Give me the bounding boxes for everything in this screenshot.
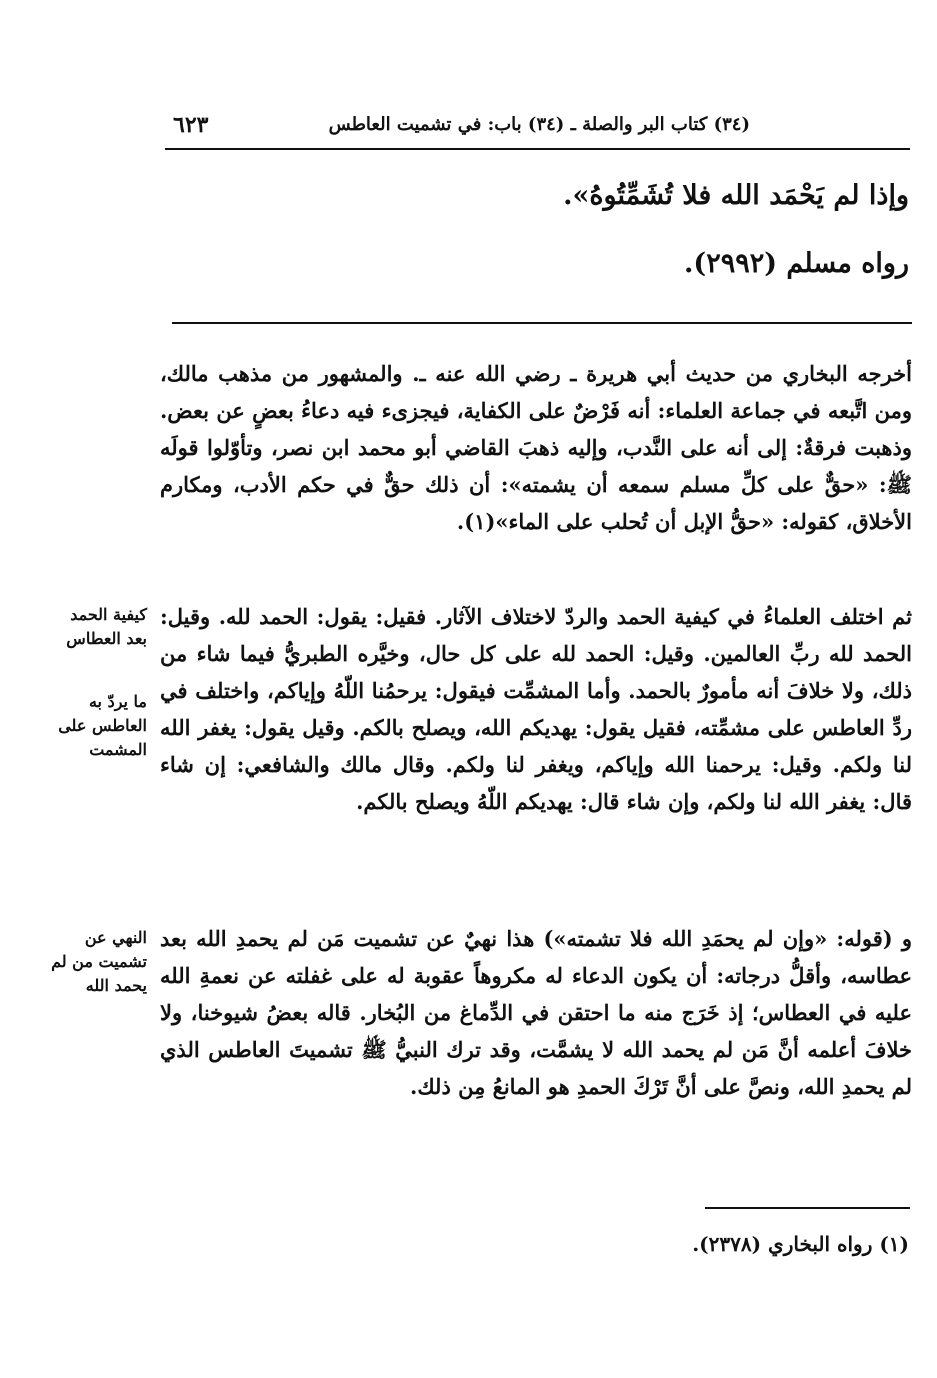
hadith-text-line: وإذا لم يَحْمَد الله فلا تُشَمِّتُوهُ».: [563, 180, 909, 211]
page-number: ٦٢٣: [173, 112, 209, 138]
side-note-reply: ما يردّ به العاطس على المشمت: [58, 692, 147, 759]
commentary-paragraph-1: أخرجه البخاري من حديث أبي هريرة ـ رضي الله عنه ـ. والمشهور من مذهب مالك، ومن اتَّبعه في جماعة العلماء: أنه فَرْضٌ على الكفاية، فيجزىء فيه دعاءُ بعضٍ عن بعض. وذهبت فرقةٌ: إلى أنه على النَّدب، وإليه ذهبَ القاضي أبو محمد ابن نصر، وتأوّلوا قولَه ﷺ: «حقٌّ على كلِّ مسلم سمعه أن يشمته»: أن ذلك حقٌّ في حكم الأدب، ومكارم الأخلاق، كقوله: «حقُّ الإبل أن تُحلب على الماء»(١).: [160, 361, 912, 534]
side-note-prohibition: النهي عن تشميت من لم يحمد الله: [51, 928, 147, 995]
commentary-paragraph-2: ثم اختلف العلماءُ في كيفية الحمد والردّ لاختلاف الآثار. فقيل: يقول: الحمد لله. وقيل: الحمد لله ربِّ العالمين. وقيل: الحمد لله على كل حال، وخيَّره الطبريُّ فيما شاء من ذلك، ولا خلافَ أنه مأمورٌ بالحمد. وأما المشمِّت فيقول: يرحمُنا اللّهُ وإياكم، واختلف في ردِّ العاطس على مشمِّته، فقيل يقول: يهديكم الله، ويصلح بالكم. وقيل يقول: يغفر الله لنا ولكم. وقيل: يرحمنا الله وإياكم، ويغفر لنا ولكم. وقال مالك والشافعي: إن شاء قال: يغفر الله لنا ولكم، وإن شاء قال: يهديكم اللّهُ ويصلح بالكم.: [160, 604, 912, 814]
hadith-reference: رواه مسلم (٢٩٩٢).: [684, 248, 909, 279]
page-header: [165, 112, 910, 150]
footnote: (١) رواه البخاري (٢٣٧٨).: [692, 1232, 909, 1256]
side-note-praise-manner: كيفية الحمد بعد العطاس: [66, 605, 147, 648]
running-title: (٣٤) كتاب البر والصلة ـ (٣٤) باب: في تشميت العاطس: [328, 114, 750, 135]
footnote-separator: [705, 1207, 910, 1209]
commentary-separator: [172, 322, 912, 324]
commentary-paragraph-3: و (قوله: «وإن لم يحمَدِ الله فلا تشمته») هذا نهيٌ عن تشميت مَن لم يحمدِ الله بعد عطاسه، وأقلُّ درجاته: أن يكون الدعاء له مكروهاً عقوبة له على غفلته عن نعمةِ الله عليه في العطاس؛ إذ خَرَج منه ما احتقن في الدِّماغ من البُخار. قاله بعضُ شيوخنا، ولا خلافَ أعلمه أنَّ مَن لم يحمد الله لا يشمَّت، وقد ترك النبيُّ ﷺ تشميتَ العاطس الذي لم يحمدِ الله، ونصَّ على أنَّ تَرْكَ الحمدِ هو المانعُ مِن ذلك.: [160, 926, 912, 1099]
